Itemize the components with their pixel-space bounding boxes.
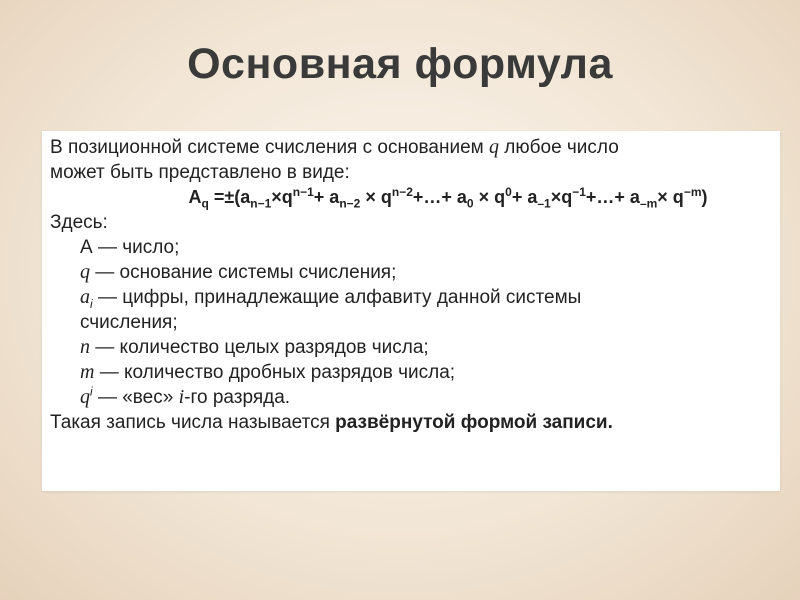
- def-text-end: -го разряда.: [184, 387, 291, 408]
- formula-part: +…+ a: [585, 187, 640, 207]
- var-q: q: [80, 386, 90, 408]
- conclusion: [50, 410, 776, 435]
- var-n: n: [80, 336, 90, 358]
- formula-part: × q: [473, 187, 506, 207]
- formula-sub: n−1: [250, 196, 272, 211]
- formula-part: ): [701, 187, 708, 207]
- here-label: Здесь:: [50, 212, 108, 233]
- def-text: — цифры, принадлежащие алфавиту данной системы: [92, 287, 582, 308]
- def-text: — количество дробных разрядов числа;: [94, 362, 456, 383]
- formula-part: ×q: [271, 187, 293, 207]
- content-box: [42, 131, 780, 491]
- conclusion-text: Такая запись числа называется: [50, 412, 336, 433]
- var-q: q: [489, 136, 499, 158]
- def-n: [50, 335, 776, 360]
- formula-sup: 0: [505, 185, 512, 199]
- formula-part: ×q: [550, 187, 573, 207]
- def-m: [50, 360, 776, 385]
- formula-part: × q: [657, 187, 684, 207]
- def-text: — «вес»: [92, 387, 179, 408]
- formula-part: + a: [511, 187, 538, 207]
- def-A: А — число;: [80, 237, 180, 258]
- formula-part: A: [188, 187, 202, 207]
- var-i: i: [178, 386, 185, 408]
- main-formula: [50, 185, 776, 210]
- intro-line-1: [50, 135, 776, 160]
- var-i-sup: i: [90, 384, 93, 399]
- formula-part: +…+ a: [412, 187, 467, 207]
- formula-sub: q: [201, 196, 209, 211]
- intro-line-2: может быть представлено в виде:: [50, 162, 350, 183]
- var-i-sub: i: [90, 296, 93, 311]
- def-text: — основание системы счисления;: [90, 262, 397, 283]
- formula-sup: −m: [683, 185, 702, 199]
- formula-sup: n−1: [292, 185, 314, 199]
- formula-sup: −1: [572, 185, 586, 199]
- formula-sub: n−2: [339, 196, 361, 211]
- formula-part: =±(a: [208, 187, 251, 207]
- conclusion-bold: развёрнутой формой записи.: [335, 412, 613, 433]
- def-a-cont: счисления;: [80, 312, 178, 333]
- formula-part: × q: [360, 187, 392, 207]
- intro-text: В позиционной системе счисления с основанием: [50, 137, 489, 158]
- def-text: — количество целых разрядов числа;: [90, 337, 429, 358]
- body-text: [50, 135, 776, 435]
- formula-part: + a: [313, 187, 340, 207]
- def-qi: [50, 385, 776, 410]
- def-q: [50, 260, 776, 285]
- var-m: m: [80, 361, 95, 383]
- formula-sub: –m: [639, 196, 658, 211]
- intro-text-end: любое число: [499, 137, 619, 158]
- var-a: a: [80, 286, 90, 308]
- slide-title: Основная формула: [187, 40, 613, 88]
- var-q: q: [80, 261, 90, 283]
- formula-sub: 0: [466, 196, 474, 211]
- formula-sup: n−2: [391, 185, 413, 199]
- def-a: [50, 285, 776, 310]
- formula-sub: –1: [537, 196, 551, 211]
